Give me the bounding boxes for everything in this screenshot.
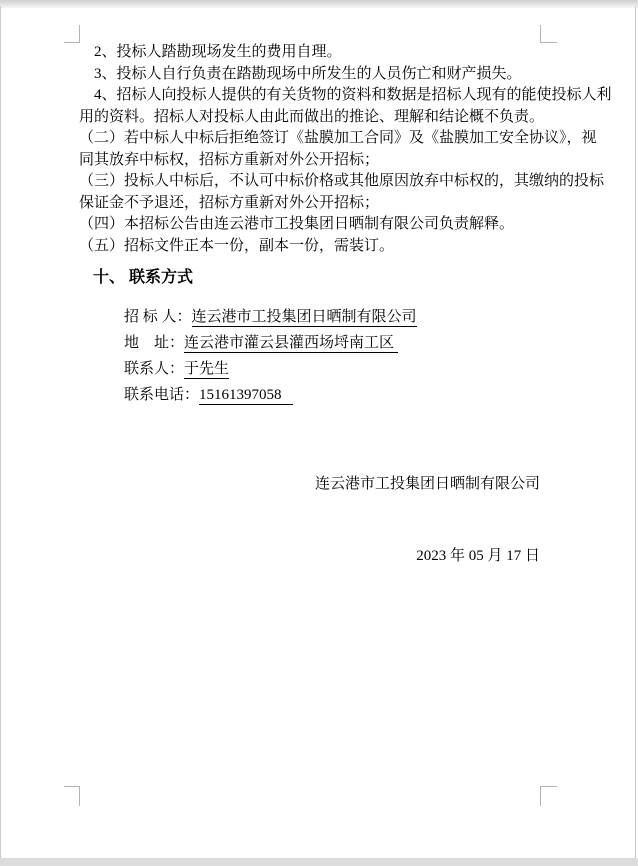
contact-label: 联系电话： <box>124 387 200 403</box>
body-line: 3、投标人自行负责在踏勘现场中所发生的人员伤亡和财产损失。 <box>94 65 522 82</box>
contact-row-phone <box>124 382 540 408</box>
contact-label: 联系人： <box>124 361 185 377</box>
margin-crop-mark-top-left <box>64 25 80 43</box>
signature-block <box>79 424 540 616</box>
page-right-border <box>635 6 636 860</box>
body-line: 同其放弃中标权，招标方重新对外公开招标； <box>79 151 380 168</box>
section-heading-contact: 十、 联系方式 <box>93 269 194 286</box>
body-line: （四）本招标公告由连云港市工投集团日晒制有限公司负责解释。 <box>79 216 515 232</box>
margin-crop-mark-bottom-right <box>540 786 557 806</box>
body-line: （二）若中标人中标后拒绝签订《盐膜加工合同》及《盐膜加工安全协议》，视 <box>79 130 597 146</box>
page-top-shadow <box>0 0 638 8</box>
contact-value: 连云港市工投集团日晒制有限公司 <box>191 309 417 325</box>
contact-value: 于先生 <box>184 361 230 377</box>
contact-row-tenderer <box>124 304 540 330</box>
contact-block <box>124 304 540 408</box>
body-line: （三）投标人中标后，不认可中标价格或其他原因放弃中标权的，其缴纳的投标 <box>79 173 605 189</box>
page-bottom-shadow <box>0 858 638 866</box>
contact-row-address <box>124 330 540 356</box>
contact-value: 15161397058 <box>199 387 293 403</box>
document-body <box>79 42 612 257</box>
margin-crop-mark-top-right <box>540 25 557 43</box>
body-line: （五）招标文件正本一份，副本一份，需装订。 <box>79 237 395 254</box>
signature-date: 2023 年 05 月 17 日 <box>416 548 540 564</box>
body-line: 用的资料。招标人对投标人由此而做出的推论、理解和结论概不负责。 <box>79 108 545 125</box>
contact-row-person <box>124 356 540 382</box>
page-left-border <box>0 6 1 860</box>
body-line: 4、招标人向投标人提供的有关货物的资料和数据是招标人现有的能使投标人利 <box>94 87 612 103</box>
body-line: 保证金不予退还，招标方重新对外公开招标； <box>79 194 380 211</box>
margin-crop-mark-bottom-left <box>64 786 80 806</box>
contact-value: 连云港市灌云县灌西场埒南工区 <box>184 335 398 351</box>
signature-company: 连云港市工投集团日晒制有限公司 <box>314 476 540 492</box>
body-line: 2、投标人踏勘现场发生的费用自理。 <box>94 44 342 60</box>
contact-label: 招 标 人： <box>124 309 192 325</box>
contact-label: 地 址： <box>124 335 185 351</box>
